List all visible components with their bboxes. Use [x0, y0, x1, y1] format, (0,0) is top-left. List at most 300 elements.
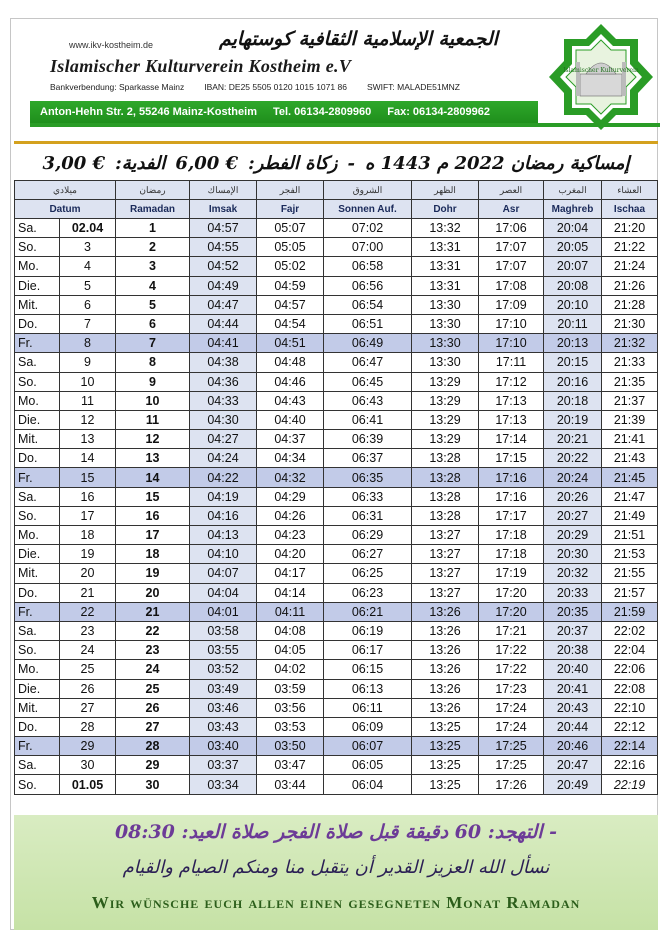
contact-bar [30, 101, 538, 123]
cell-dohr: 13:31 [412, 238, 479, 257]
cell-sunrise: 06:58 [324, 257, 412, 276]
cell-dohr: 13:28 [412, 506, 479, 525]
col-header-ar-dohr: الظهر [412, 181, 479, 200]
cell-datum: 4 [60, 257, 116, 276]
cell-ram: 12 [116, 430, 190, 449]
cell-dohr: 13:29 [412, 430, 479, 449]
cell-sunrise: 06:41 [324, 410, 412, 429]
cell-fajr: 04:02 [257, 660, 324, 679]
cell-sunrise: 06:15 [324, 660, 412, 679]
cell-asr: 17:16 [479, 487, 544, 506]
cell-ram: 9 [116, 372, 190, 391]
cell-sunrise: 06:11 [324, 698, 412, 717]
cell-dohr: 13:30 [412, 295, 479, 314]
cell-ram: 5 [116, 295, 190, 314]
cell-datum: 3 [60, 238, 116, 257]
cell-maghreb: 20:47 [544, 756, 602, 775]
cell-maghreb: 20:30 [544, 545, 602, 564]
cell-datum: 20 [60, 564, 116, 583]
cell-maghreb: 20:37 [544, 621, 602, 640]
table-row [15, 737, 658, 756]
cell-day: Fr. [15, 468, 60, 487]
cell-ram: 25 [116, 679, 190, 698]
cell-sunrise: 06:07 [324, 737, 412, 756]
cell-ischaa: 22:06 [602, 660, 658, 679]
cell-day: So. [15, 641, 60, 660]
cell-datum: 12 [60, 410, 116, 429]
cell-dohr: 13:26 [412, 698, 479, 717]
cell-maghreb: 20:26 [544, 487, 602, 506]
cell-ischaa: 21:53 [602, 545, 658, 564]
cell-ischaa: 21:43 [602, 449, 658, 468]
cell-imsak: 04:04 [190, 583, 257, 602]
cell-datum: 5 [60, 276, 116, 295]
cell-imsak: 04:44 [190, 314, 257, 333]
cell-imsak: 04:41 [190, 334, 257, 353]
cell-fajr: 04:43 [257, 391, 324, 410]
cell-sunrise: 06:56 [324, 276, 412, 295]
table-row [15, 238, 658, 257]
cell-day: Die. [15, 679, 60, 698]
cell-day: Mo. [15, 257, 60, 276]
cell-datum: 8 [60, 334, 116, 353]
cell-maghreb: 20:32 [544, 564, 602, 583]
cell-ram: 29 [116, 756, 190, 775]
cell-datum: 24 [60, 641, 116, 660]
cell-ram: 14 [116, 468, 190, 487]
cell-imsak: 04:52 [190, 257, 257, 276]
swift: SWIFT: MALADE51MNZ [366, 82, 460, 92]
cell-fajr: 04:11 [257, 602, 324, 621]
table-row [15, 487, 658, 506]
cell-maghreb: 20:16 [544, 372, 602, 391]
table-row [15, 545, 658, 564]
cell-datum: 11 [60, 391, 116, 410]
arabic-org-name: الجمعية الإسلامية الثقافية كوستهايم [219, 28, 498, 50]
cell-day: So. [15, 775, 60, 794]
cell-ischaa: 21:20 [602, 219, 658, 238]
cell-dohr: 13:29 [412, 372, 479, 391]
title-dash: - [347, 152, 355, 174]
cell-datum: 14 [60, 449, 116, 468]
cell-datum: 13 [60, 430, 116, 449]
cell-ram: 2 [116, 238, 190, 257]
cell-asr: 17:25 [479, 756, 544, 775]
col-header-ar-fajr: الفجر [257, 181, 324, 200]
cell-sunrise: 06:39 [324, 430, 412, 449]
cell-datum: 27 [60, 698, 116, 717]
cell-dohr: 13:29 [412, 391, 479, 410]
cell-asr: 17:21 [479, 621, 544, 640]
cell-maghreb: 20:19 [544, 410, 602, 429]
cell-ram: 16 [116, 506, 190, 525]
cell-dohr: 13:28 [412, 468, 479, 487]
cell-ischaa: 21:39 [602, 410, 658, 429]
fax: Fax: 06134-2809962 [387, 106, 490, 118]
cell-maghreb: 20:33 [544, 583, 602, 602]
cell-imsak: 03:55 [190, 641, 257, 660]
cell-ischaa: 21:30 [602, 314, 658, 333]
cell-fajr: 04:37 [257, 430, 324, 449]
cell-sunrise: 06:17 [324, 641, 412, 660]
cell-ram: 8 [116, 353, 190, 372]
cell-dohr: 13:27 [412, 564, 479, 583]
cell-asr: 17:08 [479, 276, 544, 295]
cell-ram: 15 [116, 487, 190, 506]
cell-day: Fr. [15, 602, 60, 621]
cell-fajr: 04:54 [257, 314, 324, 333]
cell-datum: 22 [60, 602, 116, 621]
bank-name: Bankverbendung: Sparkasse Mainz [50, 82, 185, 92]
cell-dohr: 13:28 [412, 487, 479, 506]
cell-day: Do. [15, 717, 60, 736]
cell-asr: 17:06 [479, 219, 544, 238]
cell-dohr: 13:26 [412, 641, 479, 660]
cell-day: Sa. [15, 621, 60, 640]
cell-fajr: 04:14 [257, 583, 324, 602]
cell-maghreb: 20:05 [544, 238, 602, 257]
cell-sunrise: 07:00 [324, 238, 412, 257]
cell-day: Do. [15, 314, 60, 333]
cell-ram: 30 [116, 775, 190, 794]
cell-day: Mit. [15, 564, 60, 583]
cell-asr: 17:13 [479, 391, 544, 410]
cell-asr: 17:11 [479, 353, 544, 372]
cell-fajr: 04:23 [257, 526, 324, 545]
cell-sunrise: 06:27 [324, 545, 412, 564]
cell-ischaa: 21:32 [602, 334, 658, 353]
address: Anton-Hehn Str. 2, 55246 Mainz-Kostheim [40, 106, 257, 118]
cell-fajr: 03:44 [257, 775, 324, 794]
cell-fajr: 04:08 [257, 621, 324, 640]
cell-maghreb: 20:35 [544, 602, 602, 621]
page-title [14, 146, 658, 180]
col-header-ar-imsak: الإمساك [190, 181, 257, 200]
cell-dohr: 13:27 [412, 545, 479, 564]
table-row [15, 468, 658, 487]
table-row [15, 679, 658, 698]
cell-ischaa: 22:12 [602, 717, 658, 736]
cell-ram: 17 [116, 526, 190, 545]
cell-maghreb: 20:29 [544, 526, 602, 545]
cell-fajr: 03:47 [257, 756, 324, 775]
cell-imsak: 04:16 [190, 506, 257, 525]
cell-fajr: 04:46 [257, 372, 324, 391]
cell-dohr: 13:32 [412, 219, 479, 238]
cell-sunrise: 06:19 [324, 621, 412, 640]
cell-asr: 17:26 [479, 775, 544, 794]
cell-asr: 17:19 [479, 564, 544, 583]
cell-maghreb: 20:46 [544, 737, 602, 756]
table-row [15, 295, 658, 314]
cell-maghreb: 20:10 [544, 295, 602, 314]
cell-dohr: 13:27 [412, 583, 479, 602]
cell-dohr: 13:25 [412, 717, 479, 736]
cell-ischaa: 21:45 [602, 468, 658, 487]
cell-maghreb: 20:04 [544, 219, 602, 238]
table-row [15, 314, 658, 333]
mosque-logo-icon [546, 22, 656, 132]
cell-ischaa: 21:59 [602, 602, 658, 621]
cell-sunrise: 06:25 [324, 564, 412, 583]
table-row [15, 641, 658, 660]
cell-datum: 30 [60, 756, 116, 775]
cell-ram: 23 [116, 641, 190, 660]
cell-sunrise: 06:05 [324, 756, 412, 775]
cell-dohr: 13:30 [412, 353, 479, 372]
cell-maghreb: 20:41 [544, 679, 602, 698]
cell-day: Do. [15, 583, 60, 602]
cell-imsak: 04:57 [190, 219, 257, 238]
cell-imsak: 04:01 [190, 602, 257, 621]
table-row [15, 698, 658, 717]
col-header-ar-ramadan: رمضان [116, 181, 190, 200]
cell-imsak: 03:34 [190, 775, 257, 794]
cell-ischaa: 21:24 [602, 257, 658, 276]
col-header-ar-maghreb: المغرب [544, 181, 602, 200]
table-row [15, 717, 658, 736]
cell-imsak: 04:55 [190, 238, 257, 257]
cell-asr: 17:22 [479, 641, 544, 660]
cell-fajr: 05:02 [257, 257, 324, 276]
cell-ram: 10 [116, 391, 190, 410]
cell-fajr: 03:50 [257, 737, 324, 756]
cell-ischaa: 21:55 [602, 564, 658, 583]
cell-fajr: 03:56 [257, 698, 324, 717]
cell-ram: 1 [116, 219, 190, 238]
cell-sunrise: 06:13 [324, 679, 412, 698]
svg-text:Islamischer Kulturverein: Islamischer Kulturverein [563, 67, 639, 74]
cell-asr: 17:20 [479, 583, 544, 602]
cell-dohr: 13:30 [412, 334, 479, 353]
zakat-value: 6,00 € [175, 152, 239, 174]
cell-imsak: 04:36 [190, 372, 257, 391]
cell-sunrise: 06:43 [324, 391, 412, 410]
cell-ischaa: 21:26 [602, 276, 658, 295]
table-row [15, 276, 658, 295]
cell-imsak: 04:49 [190, 276, 257, 295]
cell-imsak: 03:52 [190, 660, 257, 679]
cell-ram: 4 [116, 276, 190, 295]
col-header-ramadan: Ramadan [116, 200, 190, 219]
col-header-ar-ischaa: العشاء [602, 181, 658, 200]
cell-day: So. [15, 506, 60, 525]
cell-fajr: 05:07 [257, 219, 324, 238]
cell-datum: 23 [60, 621, 116, 640]
cell-dohr: 13:27 [412, 526, 479, 545]
cell-dohr: 13:31 [412, 276, 479, 295]
cell-ischaa: 21:37 [602, 391, 658, 410]
table-row [15, 756, 658, 775]
cell-dohr: 13:31 [412, 257, 479, 276]
cell-dohr: 13:26 [412, 679, 479, 698]
cell-asr: 17:18 [479, 545, 544, 564]
table-row [15, 621, 658, 640]
fidya-value: 3,00 € [42, 152, 106, 174]
cell-maghreb: 20:18 [544, 391, 602, 410]
col-header-imsak: Imsak [190, 200, 257, 219]
cell-asr: 17:25 [479, 737, 544, 756]
cell-day: Mit. [15, 698, 60, 717]
tahajjud-eid-note: - التهجد: 60 دقيقة قبل صلاة الفجر صلاة العيد: 08:30 [114, 821, 558, 843]
cell-ram: 3 [116, 257, 190, 276]
cell-fajr: 04:17 [257, 564, 324, 583]
cell-ram: 22 [116, 621, 190, 640]
col-header-ar-asr: العصر [479, 181, 544, 200]
cell-maghreb: 20:22 [544, 449, 602, 468]
cell-fajr: 04:59 [257, 276, 324, 295]
cell-ischaa: 21:22 [602, 238, 658, 257]
col-header-datum: Datum [15, 200, 116, 219]
cell-day: Mo. [15, 660, 60, 679]
iban: IBAN: DE25 5505 0120 1015 1071 86 [204, 82, 347, 92]
cell-ischaa: 22:10 [602, 698, 658, 717]
col-header-fajr: Fajr [257, 200, 324, 219]
table-row [15, 353, 658, 372]
cell-ram: 21 [116, 602, 190, 621]
table-row [15, 583, 658, 602]
cell-datum: 19 [60, 545, 116, 564]
cell-day: Sa. [15, 487, 60, 506]
cell-ram: 13 [116, 449, 190, 468]
table-row [15, 564, 658, 583]
cell-day: Sa. [15, 219, 60, 238]
cell-sunrise: 06:23 [324, 583, 412, 602]
cell-day: Mo. [15, 526, 60, 545]
cell-ram: 19 [116, 564, 190, 583]
cell-ischaa: 21:35 [602, 372, 658, 391]
cell-day: Die. [15, 276, 60, 295]
cell-day: So. [15, 372, 60, 391]
header-row-arabic [15, 181, 658, 200]
cell-fajr: 04:05 [257, 641, 324, 660]
cell-ischaa: 21:57 [602, 583, 658, 602]
cell-ischaa: 21:28 [602, 295, 658, 314]
cell-datum: 9 [60, 353, 116, 372]
cell-dohr: 13:26 [412, 602, 479, 621]
cell-datum: 26 [60, 679, 116, 698]
cell-fajr: 04:34 [257, 449, 324, 468]
org-name: Islamischer Kulturverein Kostheim e.V [50, 56, 352, 76]
cell-day: Fr. [15, 737, 60, 756]
cell-imsak: 03:46 [190, 698, 257, 717]
cell-datum: 7 [60, 314, 116, 333]
table-row [15, 410, 658, 429]
cell-fajr: 03:53 [257, 717, 324, 736]
prayer-times-table [14, 180, 658, 795]
cell-ischaa: 21:51 [602, 526, 658, 545]
cell-imsak: 04:24 [190, 449, 257, 468]
cell-imsak: 04:07 [190, 564, 257, 583]
cell-asr: 17:20 [479, 602, 544, 621]
cell-imsak: 03:43 [190, 717, 257, 736]
imsakiya-title: إمساكية رمضان 2022 م 1443 ه [364, 152, 630, 174]
cell-asr: 17:07 [479, 257, 544, 276]
cell-datum: 16 [60, 487, 116, 506]
cell-maghreb: 20:21 [544, 430, 602, 449]
cell-asr: 17:12 [479, 372, 544, 391]
dua-text: نسأل الله العزيز القدير أن يتقبل منا ومنكم الصيام والقيام [122, 857, 550, 878]
cell-dohr: 13:25 [412, 775, 479, 794]
cell-day: Sa. [15, 756, 60, 775]
cell-asr: 17:14 [479, 430, 544, 449]
cell-datum: 25 [60, 660, 116, 679]
cell-ram: 27 [116, 717, 190, 736]
bank-details [50, 82, 520, 92]
cell-sunrise: 06:51 [324, 314, 412, 333]
table-row [15, 430, 658, 449]
cell-ram: 26 [116, 698, 190, 717]
cell-sunrise: 06:54 [324, 295, 412, 314]
cell-asr: 17:15 [479, 449, 544, 468]
cell-day: Mit. [15, 295, 60, 314]
cell-sunrise: 06:33 [324, 487, 412, 506]
cell-fajr: 04:26 [257, 506, 324, 525]
cell-day: Fr. [15, 334, 60, 353]
cell-datum: 10 [60, 372, 116, 391]
cell-asr: 17:16 [479, 468, 544, 487]
cell-sunrise: 06:04 [324, 775, 412, 794]
cell-sunrise: 06:09 [324, 717, 412, 736]
cell-maghreb: 20:11 [544, 314, 602, 333]
cell-ram: 24 [116, 660, 190, 679]
cell-asr: 17:09 [479, 295, 544, 314]
cell-ram: 20 [116, 583, 190, 602]
cell-imsak: 04:19 [190, 487, 257, 506]
cell-imsak: 04:33 [190, 391, 257, 410]
website-link[interactable]: www.ikv-kostheim.de [69, 40, 154, 50]
cell-sunrise: 06:45 [324, 372, 412, 391]
cell-datum: 01.05 [60, 775, 116, 794]
cell-ischaa: 21:47 [602, 487, 658, 506]
col-header-asr: Asr [479, 200, 544, 219]
cell-asr: 17:10 [479, 314, 544, 333]
cell-datum: 28 [60, 717, 116, 736]
table-row [15, 506, 658, 525]
footer [14, 815, 658, 930]
cell-datum: 6 [60, 295, 116, 314]
cell-fajr: 03:59 [257, 679, 324, 698]
cell-datum: 15 [60, 468, 116, 487]
cell-dohr: 13:28 [412, 449, 479, 468]
cell-ram: 18 [116, 545, 190, 564]
cell-day: Die. [15, 410, 60, 429]
cell-maghreb: 20:38 [544, 641, 602, 660]
cell-ram: 6 [116, 314, 190, 333]
cell-maghreb: 20:27 [544, 506, 602, 525]
cell-ischaa: 21:41 [602, 430, 658, 449]
cell-day: Die. [15, 545, 60, 564]
cell-day: Sa. [15, 353, 60, 372]
cell-imsak: 03:37 [190, 756, 257, 775]
cell-ischaa: 22:02 [602, 621, 658, 640]
col-header-sunrise: Sonnen Auf. [324, 200, 412, 219]
cell-asr: 17:13 [479, 410, 544, 429]
cell-fajr: 04:29 [257, 487, 324, 506]
col-header-ar-sunrise: الشروق [324, 181, 412, 200]
cell-fajr: 04:48 [257, 353, 324, 372]
table-row [15, 449, 658, 468]
cell-asr: 17:10 [479, 334, 544, 353]
cell-ram: 7 [116, 334, 190, 353]
cell-fajr: 04:32 [257, 468, 324, 487]
col-header-ar-datum: ميلادي [15, 181, 116, 200]
col-header-dohr: Dohr [412, 200, 479, 219]
cell-maghreb: 20:08 [544, 276, 602, 295]
cell-asr: 17:24 [479, 698, 544, 717]
cell-dohr: 13:29 [412, 410, 479, 429]
cell-day: Mo. [15, 391, 60, 410]
